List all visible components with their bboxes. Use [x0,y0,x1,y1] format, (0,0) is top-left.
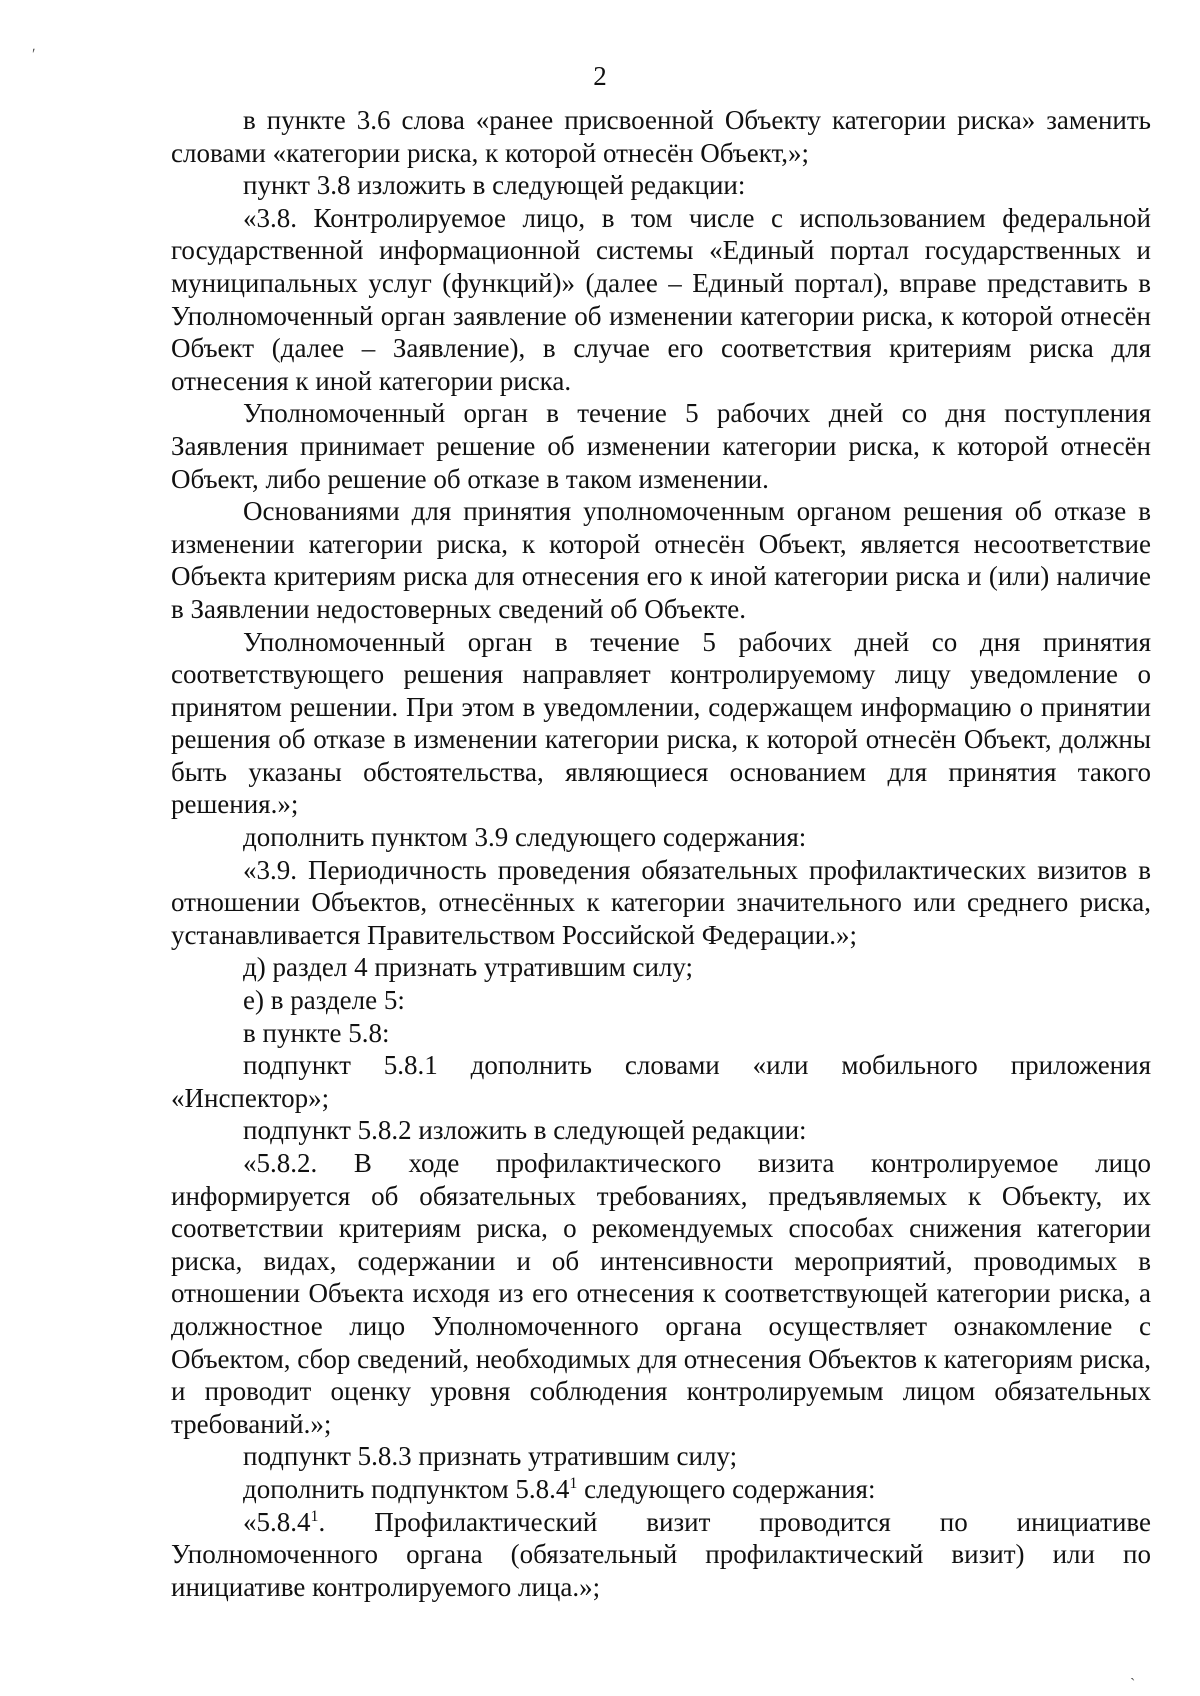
paragraph: д) раздел 4 признать утратившим силу; [243,952,694,983]
paragraph-text: дополнить подпунктом 5.8.4 [243,1473,570,1504]
paragraph: е) в разделе 5: [243,985,405,1016]
paragraph: в пункте 5.8: [243,1017,390,1048]
paragraph: Основаниями для принятия уполномоченным органом решения об отказе в изменении категории риска, к которой отнесён Объект, является несоответствие Объекта критериям риска для отнесения его к иной категории риска и (или) наличие в Заявлении недостоверных сведений об Объекте. [171,496,1151,624]
paragraph [171,1506,1151,1604]
paragraph: Уполномоченный орган в течение 5 рабочих дней со дня поступления Заявления принимает решение об изменении категории риска, к которой отнесён Объект, либо решение об отказе в таком изменении. [171,398,1151,494]
paragraph: подпункт 5.8.1 дополнить словами «или мобильного приложения «Инспектор»; [171,1050,1151,1113]
paragraph-text: следующего содержания: [577,1473,876,1504]
paragraph: «3.8. Контролируемое лицо, в том числе с использованием федеральной государственной информационной системы «Единый портал государственных и муниципальных услуг (функций)» (далее – Единый портал), вправе представить в Уполномоченный орган заявление об изменении категории риска, к которой отнесён Объект (далее – Заявление), в случае его соответствия критериям риска для отнесения к иной категории риска. [171,202,1151,396]
scan-mark: ʹ [32,46,36,63]
paragraph-text: . Профилактический визит проводится по инициативе Уполномоченного органа (обязательный профилактический визит) или по инициативе контролируемого лица.»; [171,1506,1151,1602]
paragraph-text: «5.8.4 [243,1506,311,1537]
paragraph: пункт 3.8 изложить в следующей редакции: [243,170,746,201]
paragraph: «3.9. Периодичность проведения обязательных профилактических визитов в отношении Объектов, отнесённых к категории значительного или среднего риска, устанавливается Правительством Российской Федерации.»; [171,854,1151,950]
paragraph: «5.8.2. В ходе профилактического визита контролируемое лицо информируется об обязательных требованиях, предъявляемых к Объекту, их соответствии критериям риска, о рекомендуемых способах снижения категории риска, видах, содержании и об интенсивности мероприятий, проводимых в отношении Объекта исходя из его отнесения к соответствующей категории риска, а должностное лицо Уполномоченного органа осуществляет ознакомление с Объектом, сбор сведений, необходимых для отнесения Объектов к категориям риска, и проводит оценку уровня соблюдения контролируемым лицом обязательных требований.»; [171,1148,1151,1439]
page-number: 2 [593,61,607,91]
superscript: 1 [569,1474,578,1492]
paragraph: подпункт 5.8.2 изложить в следующей редакции: [243,1115,807,1146]
paragraph: Уполномоченный орган в течение 5 рабочих дней со дня принятия соответствующего решения направляет контролируемому лицу уведомление о принятом решении. При этом в уведомлении, содержащем информацию о принятии решения об отказе в изменении категории риска, к которой отнесён Объект, должны быть указаны обстоятельства, являющиеся основанием для принятия такого решения.»; [171,626,1151,820]
paragraph [171,1473,1151,1506]
document-body [171,104,1151,1603]
paragraph: в пункте 3.6 слова «ранее присвоенной Объекту категории риска» заменить словами «категории риска, к которой отнесён Объект,»; [171,105,1151,168]
superscript: 1 [310,1507,319,1525]
scan-mark: ˋ [1130,1676,1136,1693]
paragraph: дополнить пунктом 3.9 следующего содержания: [243,822,807,853]
paragraph: подпункт 5.8.3 признать утратившим силу; [243,1441,738,1472]
